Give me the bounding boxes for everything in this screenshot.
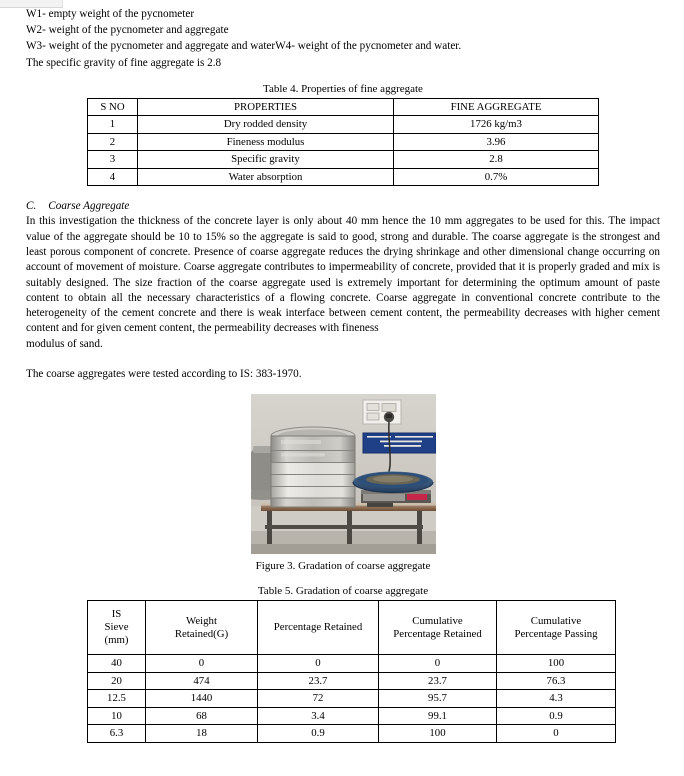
table4-cell: 2.8 — [394, 151, 599, 169]
table5-header-row — [88, 601, 616, 655]
definition-w1: W1- empty weight of the pycnometer — [26, 8, 195, 20]
table-row — [88, 707, 616, 725]
table5-cell: 100 — [497, 655, 616, 673]
table5-cell: 0 — [379, 655, 497, 673]
table4-cell: Specific gravity — [138, 151, 394, 169]
table5-header-is-sieve: IS Sieve (mm) — [88, 601, 146, 655]
table5-header-weight-retained: Weight Retained(G) — [146, 601, 258, 655]
section-c-paragraph: In this investigation the thickness of the concrete layer is only about 40 mm hence the 10 mm aggregates to be used for this. The impact value of the aggregate should be 10 to 15% so the aggregate is said to good, strong and durable. The coarse aggregate is the strongest and least porous component of concrete. Presence of coarse aggregate reduces the drying shrinkage and other dimensional change occurring on account of movement of moisture. Coarse aggregate contributes to impermeability of concrete, provided that it is properly graded and mix is suitably designed. The size fraction of the coarse aggregate used is extremely important for determining the optimum amount of paste content to obtain all the necessary characteristics of a flowing concrete. Coarse aggregate in conventional concrete contribute to the heterogeneity of the cement concrete and there is weak interface between cement content, the permeability decreases with higher cement content and for given cement content, the permeability decreases with fineness — [26, 215, 660, 335]
table4-wrapper — [87, 98, 660, 187]
table5-cell: 1440 — [146, 690, 258, 708]
pycnometer-definitions — [26, 6, 660, 71]
table5-cell: 0.9 — [497, 707, 616, 725]
table-row — [88, 168, 599, 186]
table4-cell: 2 — [88, 133, 138, 151]
standard-note: The coarse aggregates were tested according to IS: 383-1970. — [26, 367, 302, 380]
table5-cell: 100 — [379, 725, 497, 743]
table5-cell: 0 — [497, 725, 616, 743]
table4-caption: Table 4. Properties of fine aggregate — [263, 82, 423, 95]
section-c-paragraph-lastline: modulus of sand. — [26, 337, 103, 350]
table5-cell: 99.1 — [379, 707, 497, 725]
table5-cell: 40 — [88, 655, 146, 673]
table4-header-properties: PROPERTIES — [138, 98, 394, 116]
table-row — [88, 116, 599, 134]
table5-cell: 76.3 — [497, 672, 616, 690]
table-row — [88, 151, 599, 169]
definition-w3-w4: W3- weight of the pycnometer and aggregate and waterW4- weight of the pycnometer and water. — [26, 40, 462, 53]
table5-gradation-of-coarse-aggregate — [87, 600, 616, 743]
table5-cell: 72 — [258, 690, 379, 708]
table-row — [88, 690, 616, 708]
table4-properties-of-fine-aggregate — [87, 98, 599, 187]
table5-cell: 68 — [146, 707, 258, 725]
table5-cell: 474 — [146, 672, 258, 690]
table4-cell: 0.7% — [394, 168, 599, 186]
table4-cell: 3 — [88, 151, 138, 169]
table5-cell: 23.7 — [258, 672, 379, 690]
table4-cell: Water absorption — [138, 168, 394, 186]
table-row — [88, 672, 616, 690]
figure3-photo-sieve-stack-and-balance — [251, 394, 436, 554]
figure3-block — [26, 394, 660, 573]
table5-cell: 3.4 — [258, 707, 379, 725]
table4-header-row — [88, 98, 599, 116]
table-row — [88, 725, 616, 743]
figure3-photo-illustration — [251, 394, 436, 554]
table5-cell: 12.5 — [88, 690, 146, 708]
table4-cell: 3.96 — [394, 133, 599, 151]
table5-wrapper — [87, 600, 660, 743]
table5-header-cumulative-percentage-retained: Cumulative Percentage Retained — [379, 601, 497, 655]
table5-cell: 20 — [88, 672, 146, 690]
table4-cell: 1 — [88, 116, 138, 134]
table-row — [88, 133, 599, 151]
table5-caption: Table 5. Gradation of coarse aggregate — [257, 585, 429, 598]
section-c-label: C. — [26, 200, 37, 213]
table5-header-cumulative-percentage-passing: Cumulative Percentage Passing — [497, 601, 616, 655]
table5-cell: 23.7 — [379, 672, 497, 690]
specific-gravity-statement: The specific gravity of fine aggregate is 2.8 — [26, 56, 222, 69]
table-row — [88, 655, 616, 673]
table5-cell: 18 — [146, 725, 258, 743]
table5-cell: 0 — [146, 655, 258, 673]
table5-cell: 4.3 — [497, 690, 616, 708]
table5-cell: 6.3 — [88, 725, 146, 743]
definition-w2: W2- weight of the pycnometer and aggregate — [26, 24, 229, 37]
table4-cell: 1726 kg/m3 — [394, 116, 599, 134]
table5-header-percentage-retained: Percentage Retained — [258, 601, 379, 655]
table4-header-sno: S NO — [88, 98, 138, 116]
table4-header-fine-aggregate: FINE AGGREGATE — [394, 98, 599, 116]
table4-cell: Fineness modulus — [138, 133, 394, 151]
table5-cell: 0 — [258, 655, 379, 673]
figure3-caption: Figure 3. Gradation of coarse aggregate — [255, 560, 431, 573]
section-c-title: Coarse Aggregate — [48, 200, 130, 213]
table4-cell: Dry rodded density — [138, 116, 394, 134]
table5-cell: 0.9 — [258, 725, 379, 743]
table5-cell: 95.7 — [379, 690, 497, 708]
table4-cell: 4 — [88, 168, 138, 186]
section-c-heading — [26, 199, 660, 214]
table5-cell: 10 — [88, 707, 146, 725]
document-content — [26, 6, 660, 743]
